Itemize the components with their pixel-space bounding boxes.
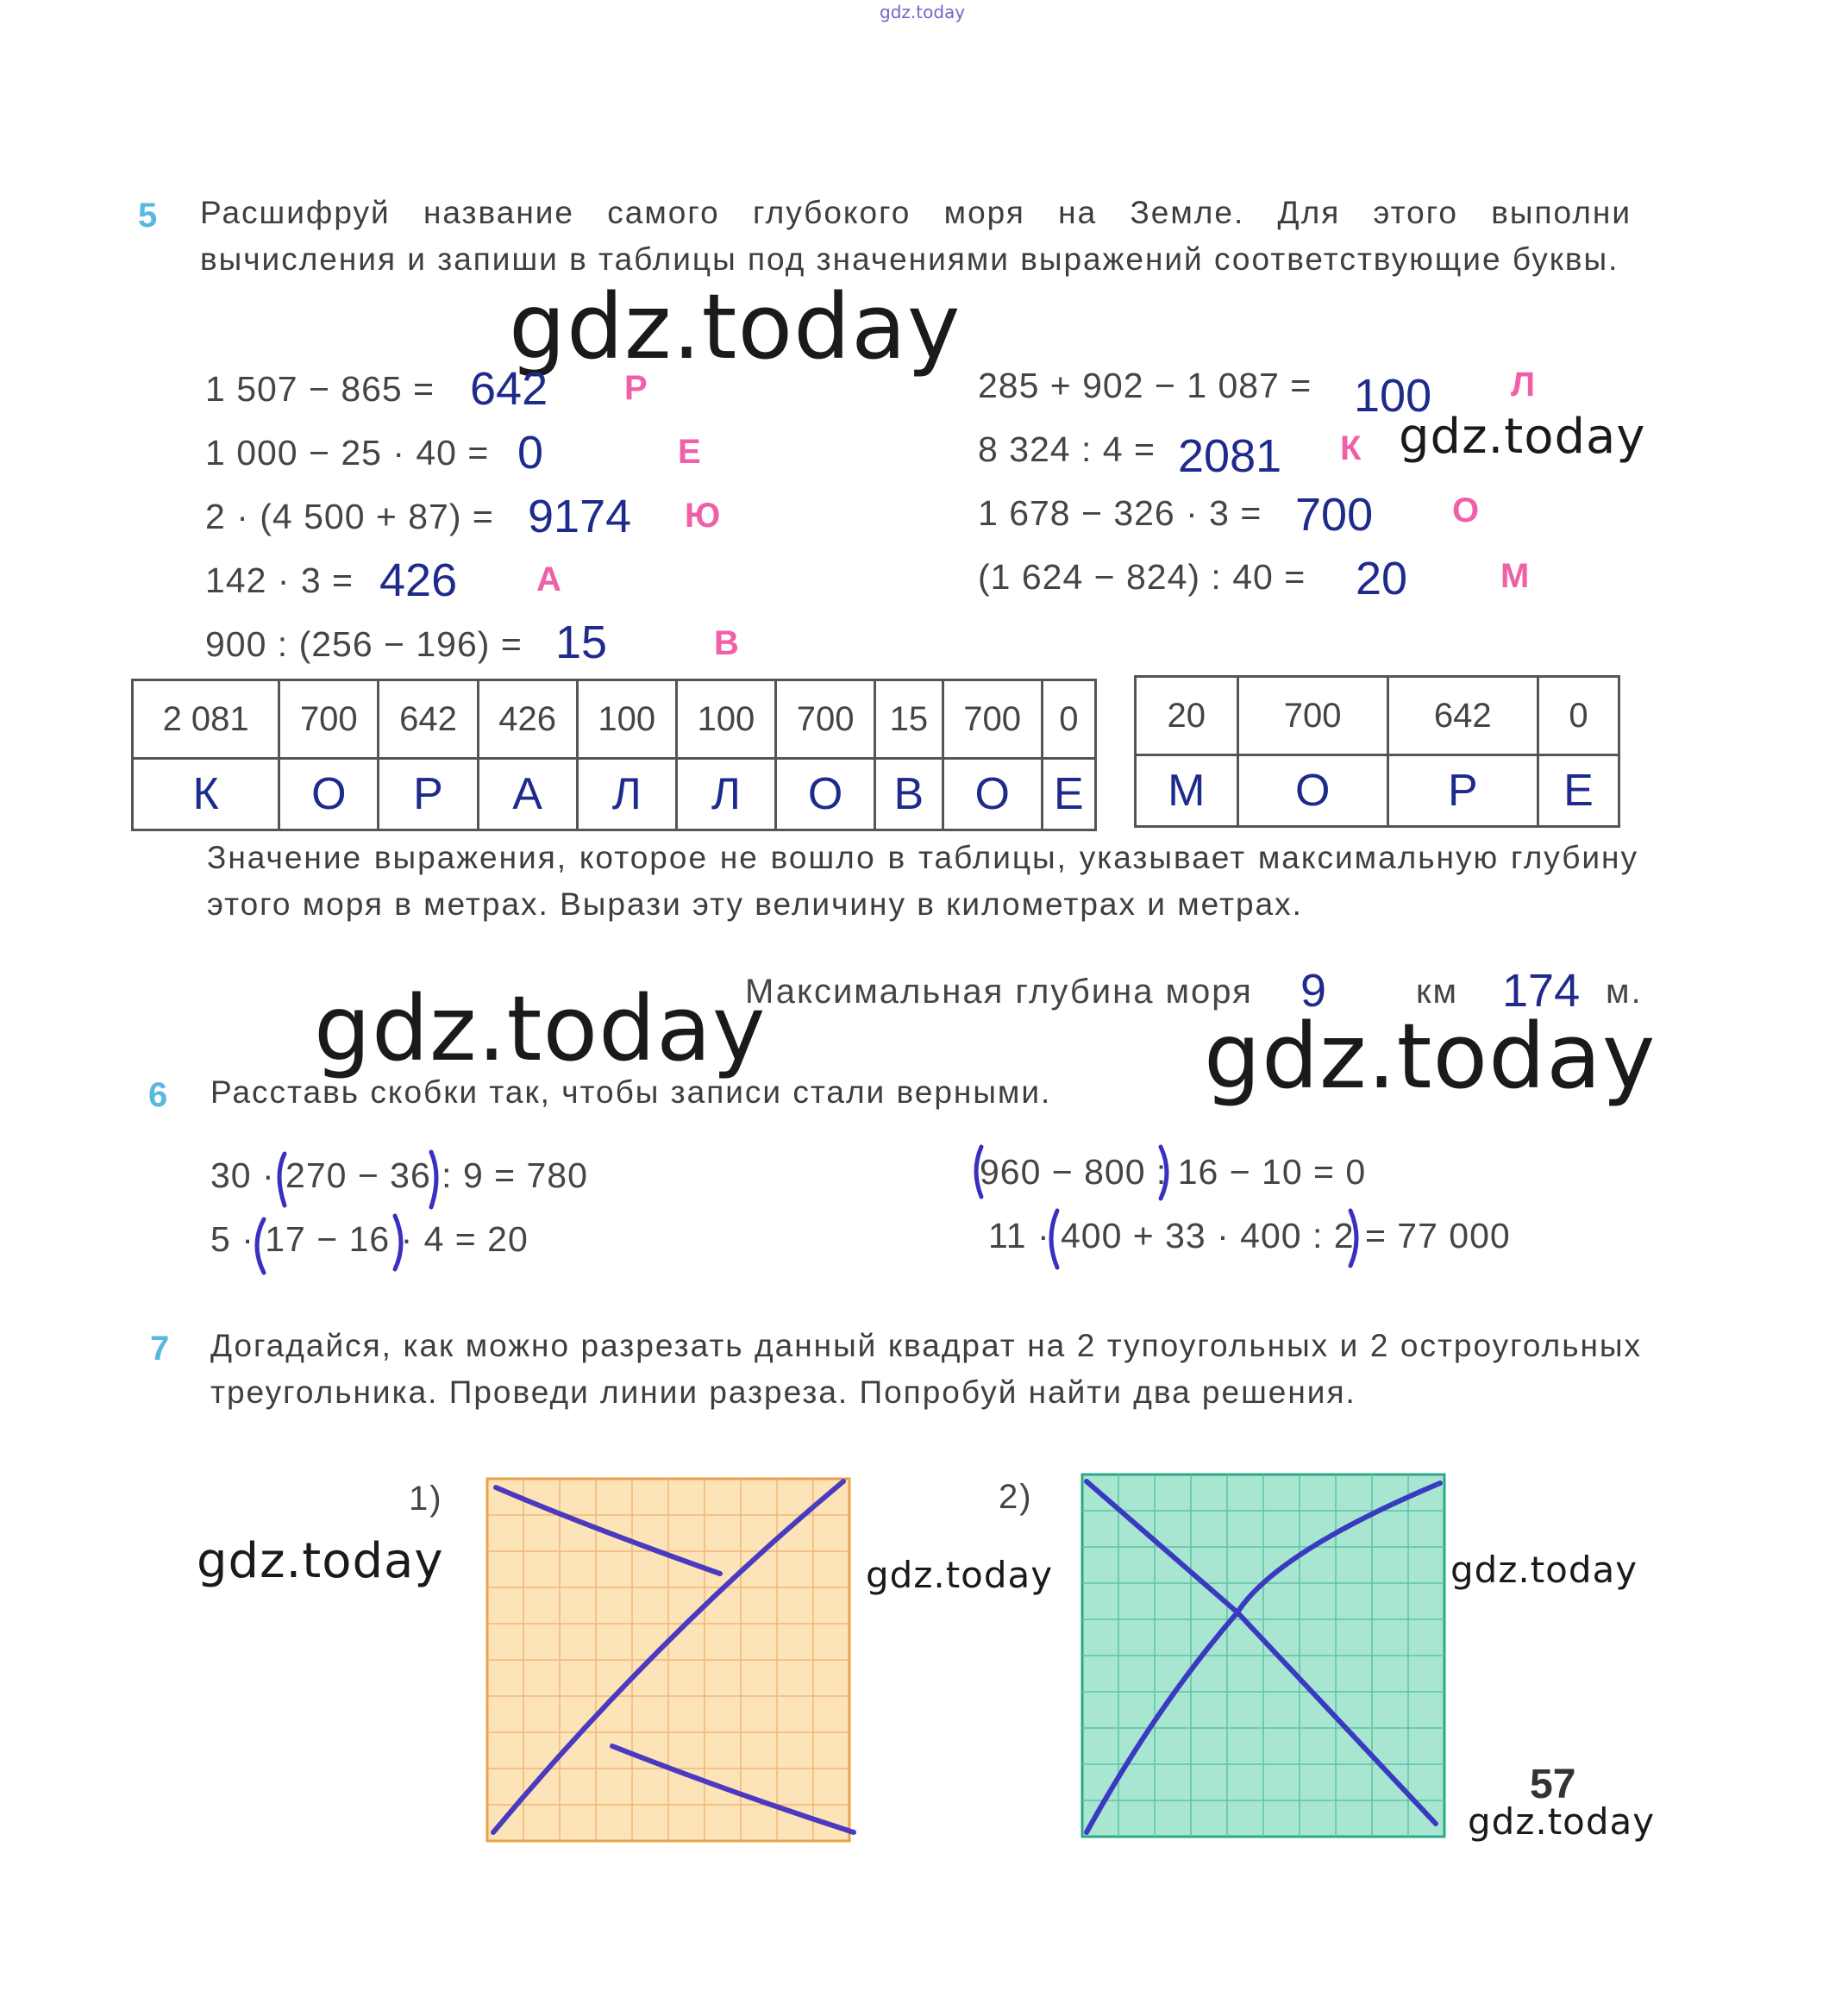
task-7-text: Догадайся, как можно разрезать данный квадрат на 2 тупоугольных и 2 остроугольных треугольника. Проведи линии разреза. Попробуй найти два решения. [210,1328,1642,1410]
answer-left-2: 0 [517,427,544,479]
table-1-letter: Л [577,759,676,830]
table-1-letter: О [943,759,1042,830]
watermark-logo: gdz.today [1468,1800,1656,1843]
letter-left-2: Е [678,433,701,471]
task-6-expr-left-1: 30 · 270 − 36 : 9 = 780 [210,1155,588,1195]
answer-right-3: 700 [1295,489,1374,541]
table-2-letter: Е [1538,755,1619,827]
watermark-logo: gdz.today [866,1554,1054,1596]
expr-right-2: 8 324 : 4 = [978,429,1156,469]
letter-right-4: М [1500,557,1530,595]
table-1-letter: В [875,759,943,830]
watermark-logo: gdz.today [314,976,767,1081]
table-2-number: 700 [1237,677,1387,755]
table-1-letter: А [478,759,577,830]
task-6-text: Расставь скобки так, чтобы записи стали верными. [210,1074,1052,1110]
table-2-letter: О [1237,755,1387,827]
table-1-number: 0 [1042,680,1095,759]
table-1-number: 700 [776,680,875,759]
grid-square-1 [487,1479,849,1841]
task-5-number: 5 [138,197,158,235]
expr-left-5: 900 : (256 − 196) = [205,624,523,664]
solution-1-label: 1) [409,1480,443,1518]
grid-square-2 [1082,1474,1444,1837]
table-1-number: 700 [279,680,379,759]
table-1-number: 100 [577,680,676,759]
depth-label: Максимальная глубина моря [745,973,1253,1011]
depth-m-value: 174 [1502,965,1581,1017]
table-1-letter: О [279,759,379,830]
expr-left-3: 2 · (4 500 + 87) = [205,497,494,536]
answer-right-4: 20 [1356,553,1408,604]
table-1-letter: О [776,759,875,830]
expr-right-4: (1 624 − 824) : 40 = [978,557,1306,597]
page-number: 57 [1530,1762,1576,1807]
watermark-logo: gdz.today [1450,1549,1638,1591]
letter-right-3: О [1452,491,1480,529]
table-1-number: 426 [478,680,577,759]
top-watermark: gdz.today [880,2,966,22]
expr-right-3: 1 678 − 326 · 3 = [978,493,1262,533]
answer-left-5: 15 [555,617,608,668]
answer-left-1: 642 [470,363,548,415]
table-1-letter: К [133,759,279,830]
table-1-letter: Р [379,759,478,830]
km-unit: км [1416,973,1458,1011]
table-2-number: 20 [1136,677,1238,755]
watermark-logo: gdz.today [197,1533,444,1589]
task-6-expr-left-2: 5 · 17 − 16 · 4 = 20 [210,1219,529,1259]
letter-left-4: А [536,560,561,598]
table-1-number: 2 081 [133,680,279,759]
task-6-expr-right-2: 11 · 400 + 33 · 400 : 2 = 77 000 [988,1216,1511,1255]
table-1-number: 642 [379,680,478,759]
depth-km-value: 9 [1300,965,1327,1017]
expr-left-1: 1 507 − 865 = [205,369,435,409]
depth-explanation: Значение выражения, которое не вошло в таблицы, указывает максимальную глубину этого моря в метрах. Вырази эту величину в километрах и метрах. [207,840,1638,922]
letter-left-5: В [714,624,739,662]
handwritten-brackets [257,1147,1356,1273]
expr-left-4: 142 · 3 = [205,560,354,600]
table-1-number: 100 [676,680,775,759]
expr-right-1: 285 + 902 − 1 087 = [978,366,1312,405]
watermark-logo: gdz.today [1399,409,1646,465]
task-6-expr-right-1: 960 − 800 : 16 − 10 = 0 [980,1152,1367,1192]
letter-left-1: Р [624,369,648,407]
table-1-number: 700 [943,680,1042,759]
answer-right-1: 100 [1354,370,1432,422]
table-2-number: 0 [1538,677,1619,755]
table-2-letter: М [1136,755,1238,827]
m-unit: м. [1606,973,1643,1011]
watermark-logo: gdz.today [509,274,961,379]
task-5-text: Расшифруй название самого глубокого моря на Земле. Для этого выполни вычисления и запиши в таблицы под значениями выражений соответствующие буквы. [200,195,1632,277]
expr-left-2: 1 000 − 25 · 40 = [205,433,490,473]
letter-right-2: К [1340,429,1362,467]
letter-left-3: Ю [685,497,721,535]
answer-left-3: 9174 [528,491,632,542]
table-1-letter: Е [1042,759,1095,830]
letter-right-1: Л [1511,366,1536,404]
task-6-number: 6 [148,1076,168,1114]
solution-2-label: 2) [999,1478,1033,1516]
table-2-letter: Р [1387,755,1538,827]
answer-right-2: 2081 [1178,430,1282,482]
watermark-logo: gdz.today [1204,1004,1657,1109]
task-7-number: 7 [150,1330,170,1368]
table-1-number: 15 [875,680,943,759]
table-1-letter: Л [676,759,775,830]
answer-left-4: 426 [379,554,458,606]
table-2-number: 642 [1387,677,1538,755]
